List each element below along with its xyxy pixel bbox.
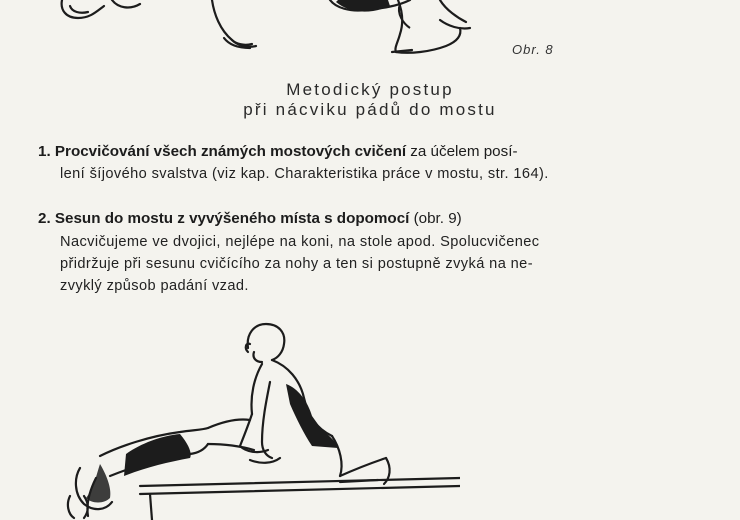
description-line: zvyklý způsob padání vzad. <box>60 278 249 294</box>
section-heading-line2: při nácviku pádů do mostu <box>243 100 497 119</box>
item-2-description <box>60 231 706 297</box>
description-line: přidržuje při sesunu cvičícího za nohy a ten si postupně zvyká na ne- <box>60 256 533 272</box>
description-line: lení šíjového svalstva (viz kap. Charakteristika práce v mostu, str. 164). <box>60 166 549 182</box>
figure-caption: Obr. 8 <box>512 42 554 57</box>
item-number: 1. <box>38 143 51 160</box>
item-title: Procvičování všech známých mostových cvičení <box>54 143 407 160</box>
description-line: Nacvičujeme ve dvojici, nejlépe na koni, na stole apod. Spolucvičenec <box>60 234 540 250</box>
item-title-rest: za účelem posí- <box>406 143 518 160</box>
item-title-rest: (obr. 9) <box>409 210 462 227</box>
item-1-description <box>60 163 706 185</box>
section-heading-line1: Metodický postup <box>286 80 454 99</box>
list-item-1 <box>38 141 708 163</box>
wrestler-bridge-illustration-top <box>0 0 560 70</box>
item-title: Sesun do mostu z vyvýšeného místa s dopomocí <box>54 210 410 227</box>
item-number: 2. <box>38 210 51 227</box>
list-item-2 <box>38 208 708 230</box>
partner-assisted-bridge-illustration <box>40 318 460 520</box>
